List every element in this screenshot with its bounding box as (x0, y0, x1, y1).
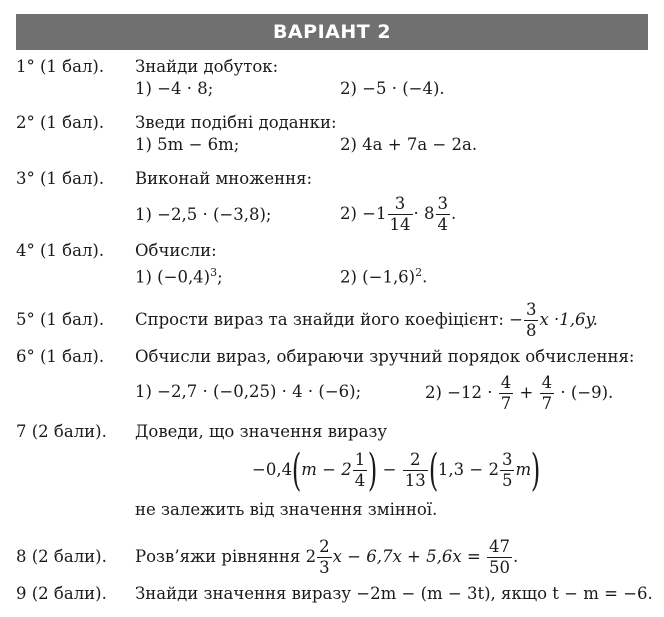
task-5-text: Спрости вираз та знайди його коефіцієнт: − $\frac{3}{8}$ x ·1,6y. (135, 300, 598, 340)
task-9-text: Знайди значення виразу −2m − (m − 3t), якщо t − m = −6. (135, 584, 653, 603)
task-6-number: 6° (1 бал). (16, 347, 105, 366)
task-3-text: Виконай множення: (135, 169, 313, 188)
fraction: $\frac{4}{7}$ (541, 373, 553, 413)
task-7-text: Доведи, що значення виразу (135, 422, 388, 441)
task-1-item-b: 2) −5 · (−4). (340, 79, 445, 98)
task-4-item-a: 1) $(-0,4)^3$; (135, 266, 223, 287)
task-4-number: 4° (1 бал). (16, 241, 105, 260)
task-6-item-b: 2) −12 · $\frac{4}{7}$ + $\frac{4}{7}$ · (−9). (425, 373, 614, 413)
task-8-text: Розв’яжи рівняння 2 $\frac{2}{3}$ x − 6,7x + 5,6x = $\frac{47}{50}$ . (135, 537, 519, 577)
task-2-number: 2° (1 бал). (16, 113, 105, 132)
task-9-number: 9 (2 бали). (16, 584, 107, 603)
fraction: $\frac{1}{4}$ (354, 450, 366, 490)
task-7-number: 7 (2 бали). (16, 422, 107, 441)
task-6-item-a: 1) −2,7 · (−0,25) · 4 · (−6); (135, 382, 362, 401)
fraction: $\frac{2}{13}$ (404, 450, 426, 490)
task-3-item-a: 1) −2,5 · (−3,8); (135, 205, 272, 224)
task-5-number: 5° (1 бал). (16, 310, 105, 329)
fraction: $\frac{3}{8}$ (525, 300, 537, 340)
variant-header: ВАРІАНТ 2 (16, 14, 648, 50)
task-8-number: 8 (2 бали). (16, 547, 107, 566)
task-2-item-b: 2) 4a + 7a − 2a. (340, 135, 478, 154)
fraction: $\frac{47}{50}$ (488, 537, 510, 577)
fraction: $\frac{3}{14}$ (389, 194, 411, 234)
task-3-number: 3° (1 бал). (16, 169, 105, 188)
fraction: $\frac{2}{3}$ (319, 537, 330, 577)
task-1-number: 1° (1 бал). (16, 57, 105, 76)
task-3-item-b: 2) −1 $\frac{3}{14}$ · 8 $\frac{3}{4}$ . (340, 194, 457, 234)
task-6-text: Обчисли вираз, обираючи зручний порядок обчислення: (135, 347, 635, 366)
task-2-text: Зведи подібні доданки: (135, 113, 337, 132)
task-4-item-b: 2) $(-1,6)^2$. (340, 266, 428, 287)
fraction: $\frac{3}{5}$ (501, 450, 513, 490)
task-1-item-a: 1) −4 · 8; (135, 79, 214, 98)
task-7-expression: −0,4(m − 2 $\frac{1}{4}$ ) − $\frac{2}{13}$ (1,3 − 2 $\frac{3}{5}$ m) (252, 444, 541, 496)
task-1-text: Знайди добуток: (135, 57, 279, 76)
task-4-text: Обчисли: (135, 241, 217, 260)
task-2-item-a: 1) 5m − 6m; (135, 135, 240, 154)
task-7-conclusion: не залежить від значення змінної. (135, 500, 438, 519)
fraction: $\frac{3}{4}$ (437, 194, 449, 234)
fraction: $\frac{4}{7}$ (500, 373, 512, 413)
